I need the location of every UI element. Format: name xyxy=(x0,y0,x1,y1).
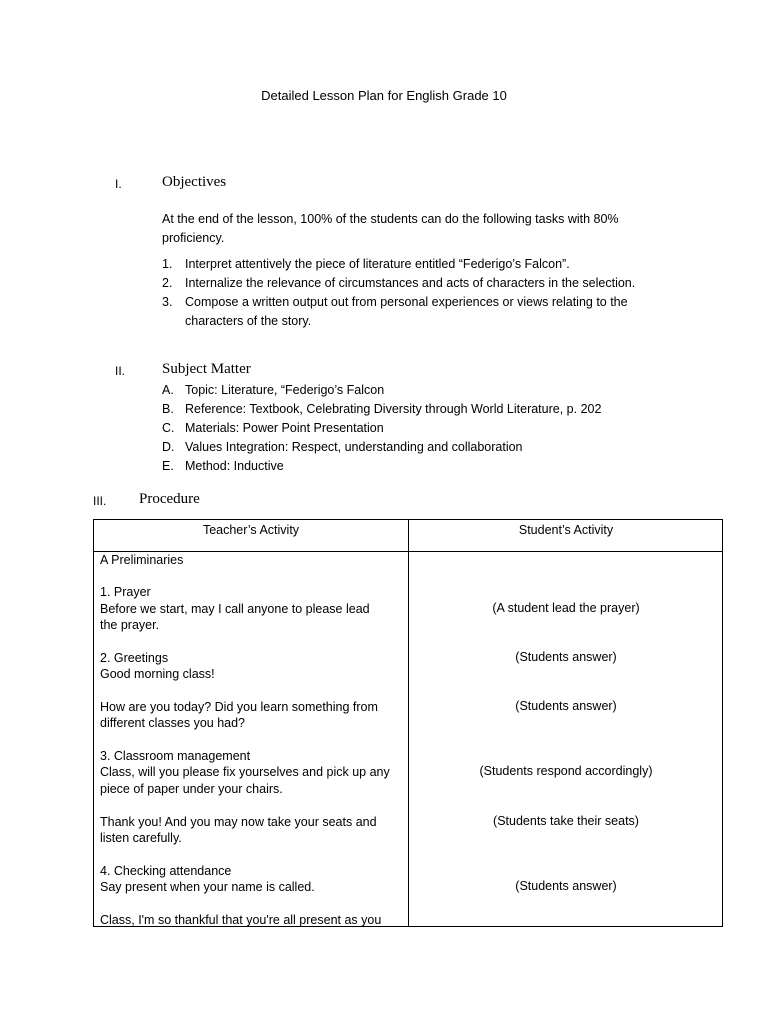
student-response: (Students answer) xyxy=(515,699,617,713)
teacher-line: listen carefully. xyxy=(100,831,182,845)
teacher-line: different classes you had? xyxy=(100,716,246,730)
list-item: 2. Internalize the relevance of circumstances and acts of characters in the selection. xyxy=(162,276,636,290)
teacher-line: Class, will you please fix yourselves and pick up any xyxy=(100,765,390,779)
teacher-line: 2. Greetings xyxy=(100,651,169,665)
student-response: (Students take their seats) xyxy=(493,814,639,828)
teacher-line: A Preliminaries xyxy=(100,553,184,567)
section-number-subject-matter: II. xyxy=(115,364,126,378)
objectives-list xyxy=(162,255,675,331)
teacher-line: Say present when your name is called. xyxy=(100,880,315,894)
activity-table xyxy=(93,519,723,927)
objectives-intro: At the end of the lesson, 100% of the students can do the following tasks with 80% proficiency. xyxy=(162,212,619,245)
list-item: B. Reference: Textbook, Celebrating Diversity through World Literature, p. 202 xyxy=(162,402,602,416)
teacher-line: 1. Prayer xyxy=(100,585,151,599)
teacher-line: 3. Classroom management xyxy=(100,749,251,763)
teacher-line: the prayer. xyxy=(100,618,160,632)
list-item: E. Method: Inductive xyxy=(162,459,284,473)
table-divider xyxy=(408,520,409,926)
section-title-procedure: Procedure xyxy=(139,491,200,507)
teacher-line: Before we start, may I call anyone to please lead xyxy=(100,602,370,616)
table-header-divider xyxy=(94,551,722,552)
teacher-line: Thank you! And you may now take your seats and xyxy=(100,815,377,829)
student-response: (Students answer) xyxy=(515,650,617,664)
student-response: (Students respond accordingly) xyxy=(479,764,653,778)
list-item: D. Values Integration: Respect, understanding and collaboration xyxy=(162,440,523,454)
section-number-procedure: III. xyxy=(93,494,107,508)
teacher-line: 4. Checking attendance xyxy=(100,864,232,878)
list-item: 3. Compose a written output out from personal experiences or views relating to the characters of the story. xyxy=(162,295,628,328)
student-response: (A student lead the prayer) xyxy=(492,601,640,615)
student-response: (Students answer) xyxy=(515,879,617,893)
list-item: 1. Interpret attentively the piece of literature entitled “Federigo’s Falcon”. xyxy=(162,257,570,271)
list-item: C. Materials: Power Point Presentation xyxy=(162,421,384,435)
header-teachers-activity: Teacher’s Activity xyxy=(202,523,300,537)
section-title-subject-matter: Subject Matter xyxy=(162,361,251,377)
section-number-objectives: I. xyxy=(115,177,122,191)
teacher-line: Good morning class! xyxy=(100,667,215,681)
header-students-activity: Student’s Activity xyxy=(518,523,614,537)
list-item: A. Topic: Literature, “Federigo’s Falcon xyxy=(162,383,385,397)
teacher-line: piece of paper under your chairs. xyxy=(100,782,283,796)
teacher-line: Class, I'm so thankful that you're all present as you xyxy=(100,913,382,927)
section-title-objectives: Objectives xyxy=(162,174,227,190)
subject-matter-list xyxy=(162,381,675,476)
document-title: Detailed Lesson Plan for English Grade 10 xyxy=(261,88,507,103)
teacher-line: How are you today? Did you learn something from xyxy=(100,700,378,714)
